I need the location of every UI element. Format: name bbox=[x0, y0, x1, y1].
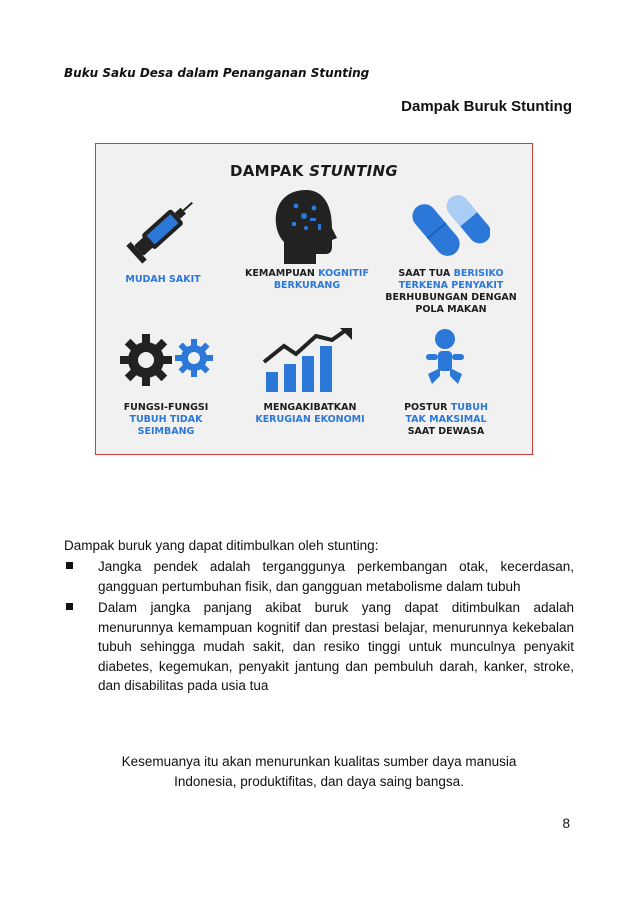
caption-segment: KEMAMPUAN bbox=[245, 268, 319, 279]
syringe-icon bbox=[124, 192, 204, 264]
infographic bbox=[95, 143, 533, 455]
closing-statement bbox=[64, 752, 574, 792]
caption-line: MENGAKIBATKAN bbox=[263, 402, 357, 413]
intro-text: Dampak buruk yang dapat ditimbulkan oleh stunting: bbox=[64, 538, 379, 553]
caption-line: BERKURANG bbox=[273, 280, 341, 291]
list-item-text: Jangka pendek adalah terganggunya perkembangan otak, kecerdasan, gangguan pertumbuhan fisik, dan gangguan metabolisme dalam tubuh bbox=[98, 559, 574, 594]
caption-line: SEIMBANG bbox=[137, 426, 195, 437]
caption-kemampuan-kognitif bbox=[222, 268, 392, 292]
caption-segment: BERISIKO bbox=[453, 268, 504, 279]
caption-line bbox=[376, 268, 526, 280]
caption-line: TAK MAKSIMAL bbox=[405, 414, 487, 425]
caption-mudah-sakit bbox=[104, 274, 222, 286]
impact-list bbox=[64, 557, 574, 698]
caption-saat-tua bbox=[376, 268, 526, 316]
book-title: Buku Saku Desa dalam Penanganan Stunting bbox=[64, 66, 370, 80]
caption-segment: SAAT TUA bbox=[398, 268, 454, 279]
caption-line: TERKENA PENYAKIT bbox=[398, 280, 504, 291]
section-title: Dampak Buruk Stunting bbox=[401, 98, 572, 115]
page-number: 8 bbox=[562, 816, 570, 831]
pill-capsule-icon bbox=[410, 190, 490, 266]
caption-line: KERUGIAN EKONOMI bbox=[255, 414, 365, 425]
caption-line: FUNGSI-FUNGSI bbox=[123, 402, 209, 413]
caption-line bbox=[386, 402, 506, 414]
gears-icon bbox=[118, 328, 218, 390]
caption-line: MUDAH SAKIT bbox=[125, 274, 201, 285]
caption-kerugian-ekonomi bbox=[230, 402, 390, 426]
caption-segment: TUBUH bbox=[450, 402, 488, 413]
brain-head-icon bbox=[266, 186, 346, 268]
caption-postur-tubuh bbox=[386, 402, 506, 438]
caption-line: SAAT DEWASA bbox=[407, 426, 485, 437]
list-item-text: Dalam jangka panjang akibat buruk yang dapat ditimbulkan adalah menurunnya kemampuan kognitif dan prestasi belajar, menurunnya kekebalan tubuh sehingga mudah sakit, dan resiko tinggi untuk munculnya penyakit diabetes, kegemukan, penyakit jantung dan pembuluh darah, kanker, stroke, dan disabilitas pada usia tua bbox=[98, 600, 574, 693]
caption-line bbox=[222, 268, 392, 280]
square-bullet-icon bbox=[66, 562, 73, 569]
caption-line: POLA MAKAN bbox=[415, 304, 487, 315]
square-bullet-icon bbox=[66, 603, 73, 610]
list-item bbox=[64, 557, 574, 596]
closing-line-2: Indonesia, produktifitas, dan daya saing bangsa. bbox=[174, 774, 464, 789]
infographic-title-italic: STUNTING bbox=[309, 162, 399, 180]
growth-chart-icon bbox=[260, 328, 356, 394]
infographic-title bbox=[96, 162, 532, 180]
caption-line: TUBUH TIDAK bbox=[129, 414, 203, 425]
caption-line: BERHUBUNGAN DENGAN bbox=[385, 292, 517, 303]
infographic-title-plain: DAMPAK bbox=[229, 162, 310, 180]
caption-segment: POSTUR bbox=[404, 402, 451, 413]
closing-line-1: Kesemuanya itu akan menurunkan kualitas sumber daya manusia bbox=[121, 754, 517, 769]
baby-icon bbox=[420, 328, 470, 390]
caption-fungsi-tubuh bbox=[104, 402, 228, 438]
caption-segment: KOGNITIF bbox=[318, 268, 369, 279]
list-item bbox=[64, 598, 574, 696]
